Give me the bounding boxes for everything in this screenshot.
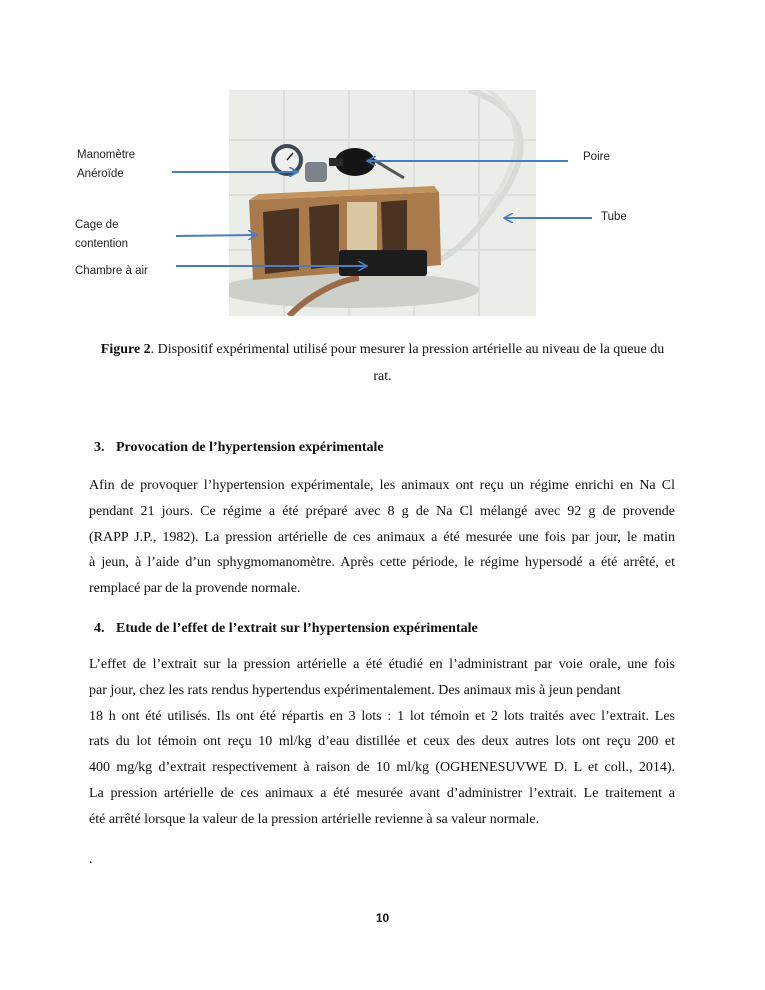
paragraph-line: (RAPP J.P., 1982). La pression artérielle de ces animaux a été mesurée une fois par jour, le matin [89,529,675,545]
label-cage: Cage de contention [75,219,129,250]
trailing-dot: . [89,852,93,867]
paragraph-line: été arrêté lorsque la valeur de la pression artérielle revienne à sa valeur normale. [89,811,540,827]
section-3-heading [94,438,384,458]
section-4-heading [94,619,478,639]
caption-label: Figure 2 [100,342,151,357]
arrows [0,0,765,330]
paragraph-line: à jeun, à l’aide d’un sphygmomanomètre. Après cette période, le régime hypersodé a été arrêté, et [89,555,675,571]
paragraph-line: L’effet de l’extrait sur la pression artérielle a été étudié en l’administrant par voie orale, une fois [89,657,675,672]
section-3-title: Provocation de l’hypertension expérimentale [116,440,384,455]
paragraph-line: rats du lot témoin ont reçu 10 ml/kg d’eau distillée et ceux des deux autres lots ont reçu 200 et [89,734,675,750]
section-3-paragraph [89,473,675,602]
label-poire: Poire [583,151,610,163]
paragraph-line: 400 mg/kg d’extrait respectivement à raison de 10 ml/kg (OGHENESUVWE D. L et coll., 2014). [89,760,675,776]
section-4-title: Etude de l’effet de l’extrait sur l’hypertension expérimentale [116,621,478,636]
label-chambre: Chambre à air [75,265,148,277]
paragraph-line: La pression artérielle de ces animaux a été mesurée avant d’administrer l’extrait. Le traitement a [89,785,675,801]
section-4-paragraph [89,652,675,833]
section-3-number: 3. [94,440,105,455]
section-4-number: 4. [94,621,105,636]
label-manometre: Manomètre Anéroïde [77,149,136,180]
figure [0,0,765,330]
figure-caption [92,336,673,390]
label-tube: Tube [601,211,627,223]
arrow-cage [176,235,256,236]
paragraph-line: pendant 21 jours. Ce régime a été préparé avec 8 g de Na Cl mélangé avec 92 g de provende [89,503,675,519]
paragraph-line: remplacé par de la provende normale. [89,581,301,597]
page-number: 10 [375,911,390,925]
paragraph-line: par jour, chez les rats rendus hypertendus expérimentalement. Des animaux mis à jeun pendant [89,682,621,698]
paragraph-line: Afin de provoquer l’hypertension expérimentale, les animaux ont reçu un régime enrichi en Na Cl [89,478,675,493]
caption-text: . Dispositif expérimental utilisé pour mesurer la pression artérielle au niveau de la queue du rat. [150,342,665,384]
paragraph-line: 18 h ont été utilisés. Ils ont été répartis en 3 lots : 1 lot témoin et 2 lots traités avec l’extrait. Les [89,708,675,724]
